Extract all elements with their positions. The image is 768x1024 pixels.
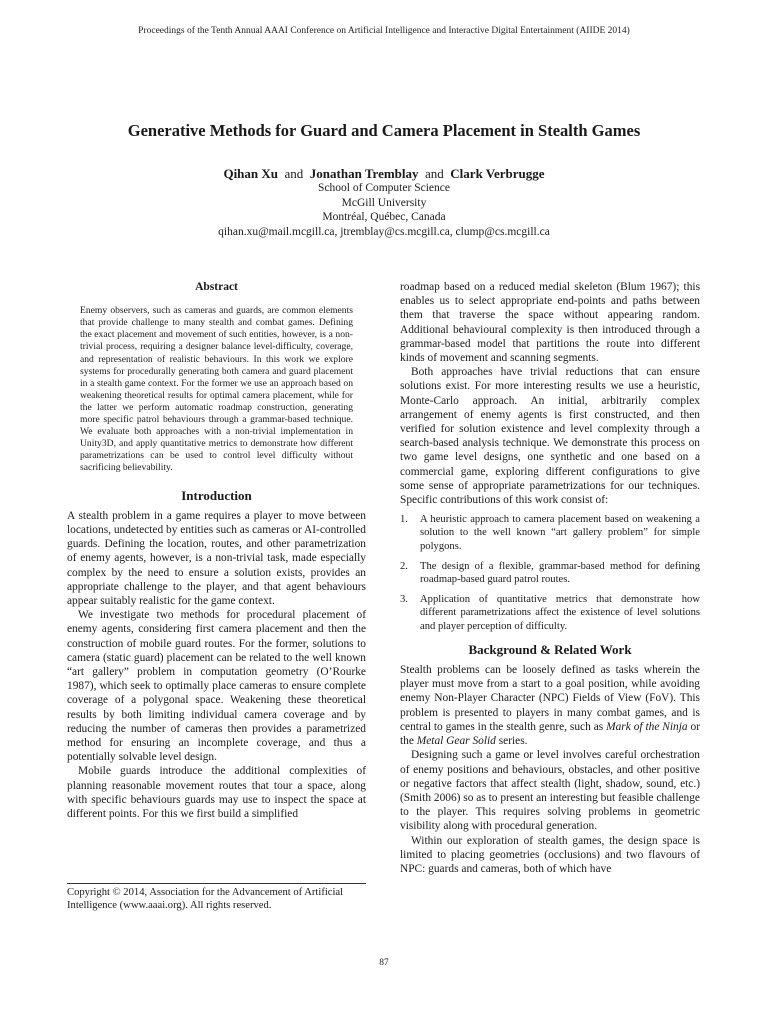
abstract-text: Enemy observers, such as cameras and guards, are common elements that provide challenge to many stealth and combat games. Defining the exact placement and movement of such entities, however, is a non-trivial process, requiring a designer balance level-difficulty, coverage, and representation of realistic behaviours. In this work we explore systems for procedurally generating both camera and guard placement in a stealth game context. For the former we use an approach based on weakening theoretical results for optimal camera placement, while for the latter we perform automatic roadmap construction, generating more specific patrol behaviours through a grammar-based technique. We evaluate both approaches with a non-trivial implementation in Unity3D, and apply quantitative metrics to demonstrate how different parametrizations can be used to control level difficulty without sacrificing believability.: [80, 305, 353, 474]
background-heading: Background & Related Work: [468, 641, 632, 657]
affiliation-school: School of Computer Science: [318, 182, 450, 194]
list-item: [400, 560, 700, 586]
text-run: or the: [400, 720, 701, 748]
affiliation-university: McGill University: [341, 196, 427, 209]
body-paragraph: Both approaches have trivial reductions that can ensure solutions exist. For more interesting results we use a heuristic, Monte-Carlo approach. An initial, arbitrarily complex arrangement of enemy agents is first constructed, and then verified for solution existence and level complexity through a search-based analysis technique. We demonstrate this process on two game level designs, one synthetic and one based on a commercial game, exploring different configurations to give some sense of appropriate parametrizations for our techniques. Specific contributions of this work consist of:: [400, 366, 700, 507]
author-separator: and: [284, 166, 304, 181]
author-name: Jonathan Tremblay: [309, 166, 419, 181]
game-title: Mark of the Ninja: [606, 720, 688, 733]
intro-paragraph: A stealth problem in a game requires a player to move between locations, undetected by entities such as cameras or AI-controlled guards. Defining the location, routes, and other parametrization of enemy agents, however, is a non-trivial task, made especially complex by the need to ensure a solution exists, provides an appropriate challenge to the player, and that agent behaviours appear suitably realistic for the game context.: [67, 509, 366, 607]
affiliation-location: Montréal, Québec, Canada: [322, 211, 446, 223]
text-run: series.: [495, 735, 528, 748]
copyright-notice: Copyright © 2014, Association for the Advancement of Artificial Intelligence (www.aaai.org). All rights reserved.: [67, 883, 366, 912]
affiliation-block: [0, 181, 768, 239]
paper-title: Generative Methods for Guard and Camera Placement in Stealth Games: [127, 121, 641, 140]
background-paragraph: Designing such a game or level involves careful orchestration of enemy positions and behaviours, obstacles, and other positive or negative factors that affect stealth (light, shadow, sound, etc.) (Smith 2006) so as to present an interesting but feasible challenge to the player. This requires solving problems in geometric visibility along with procedural generation.: [400, 749, 700, 833]
introduction-heading: Introduction: [181, 487, 252, 503]
list-number: 1.: [400, 514, 408, 526]
contributions-list: [400, 513, 700, 633]
abstract-heading: Abstract: [195, 281, 238, 293]
list-item-text: Application of quantitative metrics that demonstrate how different parametrizations affect the existence of level solutions and player perception of difficulty.: [420, 594, 700, 632]
intro-paragraph: We investigate two methods for procedural placement of enemy agents, considering first camera placement and then the construction of mobile guard routes. For the former, solutions to camera (static guard) placement can be related to the well known “art gallery” problem in computation geometry (O’Rourke 1987), which seek to optimally place cameras to ensure complete coverage of a polygonal space. Weakening these theoretical results by both limiting individual camera coverage and by reducing the number of cameras then provides a parametrized method for ensuring an incomplete coverage, and thus a potentially solvable level design.: [67, 609, 366, 764]
body-paragraph: roadmap based on a reduced medial skeleton (Blum 1967); this enables us to select appropriate end-points and paths between them that traverse the space without appearing random. Additional behavioural complexity is then introduced through a grammar-based model that partitions the route into different kinds of movement and scanning segments.: [400, 281, 700, 365]
list-item-text: A heuristic approach to camera placement based on weakening a solution to the well known “art gallery problem” for simple polygons.: [420, 514, 700, 552]
author-name: Clark Verbrugge: [450, 166, 545, 181]
right-column: [400, 280, 700, 876]
background-paragraph: Within our exploration of stealth games, the design space is limited to placing geometries (occlusions) and two flavours of NPC: guards and cameras, both of which have: [400, 834, 700, 875]
author-emails: qihan.xu@mail.mcgill.ca, jtremblay@cs.mcgill.ca, clump@cs.mcgill.ca: [218, 225, 550, 238]
author-name: Qihan Xu: [223, 166, 279, 181]
intro-paragraph: Mobile guards introduce the additional complexities of planning reasonable movement routes that tour a space, along with specific behaviours guards may use to inspect the space at different points. For this we first build a simplified: [67, 765, 366, 820]
list-item: [400, 513, 700, 553]
list-number: 2.: [400, 560, 408, 572]
list-item: [400, 593, 700, 633]
page-number: 87: [379, 958, 389, 968]
left-column: [67, 280, 366, 821]
text-run: Stealth problems can be loosely defined as tasks wherein the player must move from a start to a goal position, while avoiding enemy Non-Player Character (NPC) Fields of View (FoV). This problem is presented to players in many combat games, and is central to games in the stealth genre, such as: [400, 664, 700, 733]
background-paragraph: [400, 663, 700, 748]
author-separator: and: [425, 166, 444, 181]
game-title: Metal Gear Solid: [416, 735, 496, 748]
proceedings-header: Proceedings of the Tenth Annual AAAI Conference on Artificial Intelligence and Interactive Digital Entertainment (AIIDE 2014): [138, 26, 630, 36]
list-item-text: The design of a flexible, grammar-based method for defining roadmap-based guard patrol routes.: [420, 560, 700, 586]
author-line: [0, 166, 768, 182]
list-number: 3.: [400, 594, 408, 606]
